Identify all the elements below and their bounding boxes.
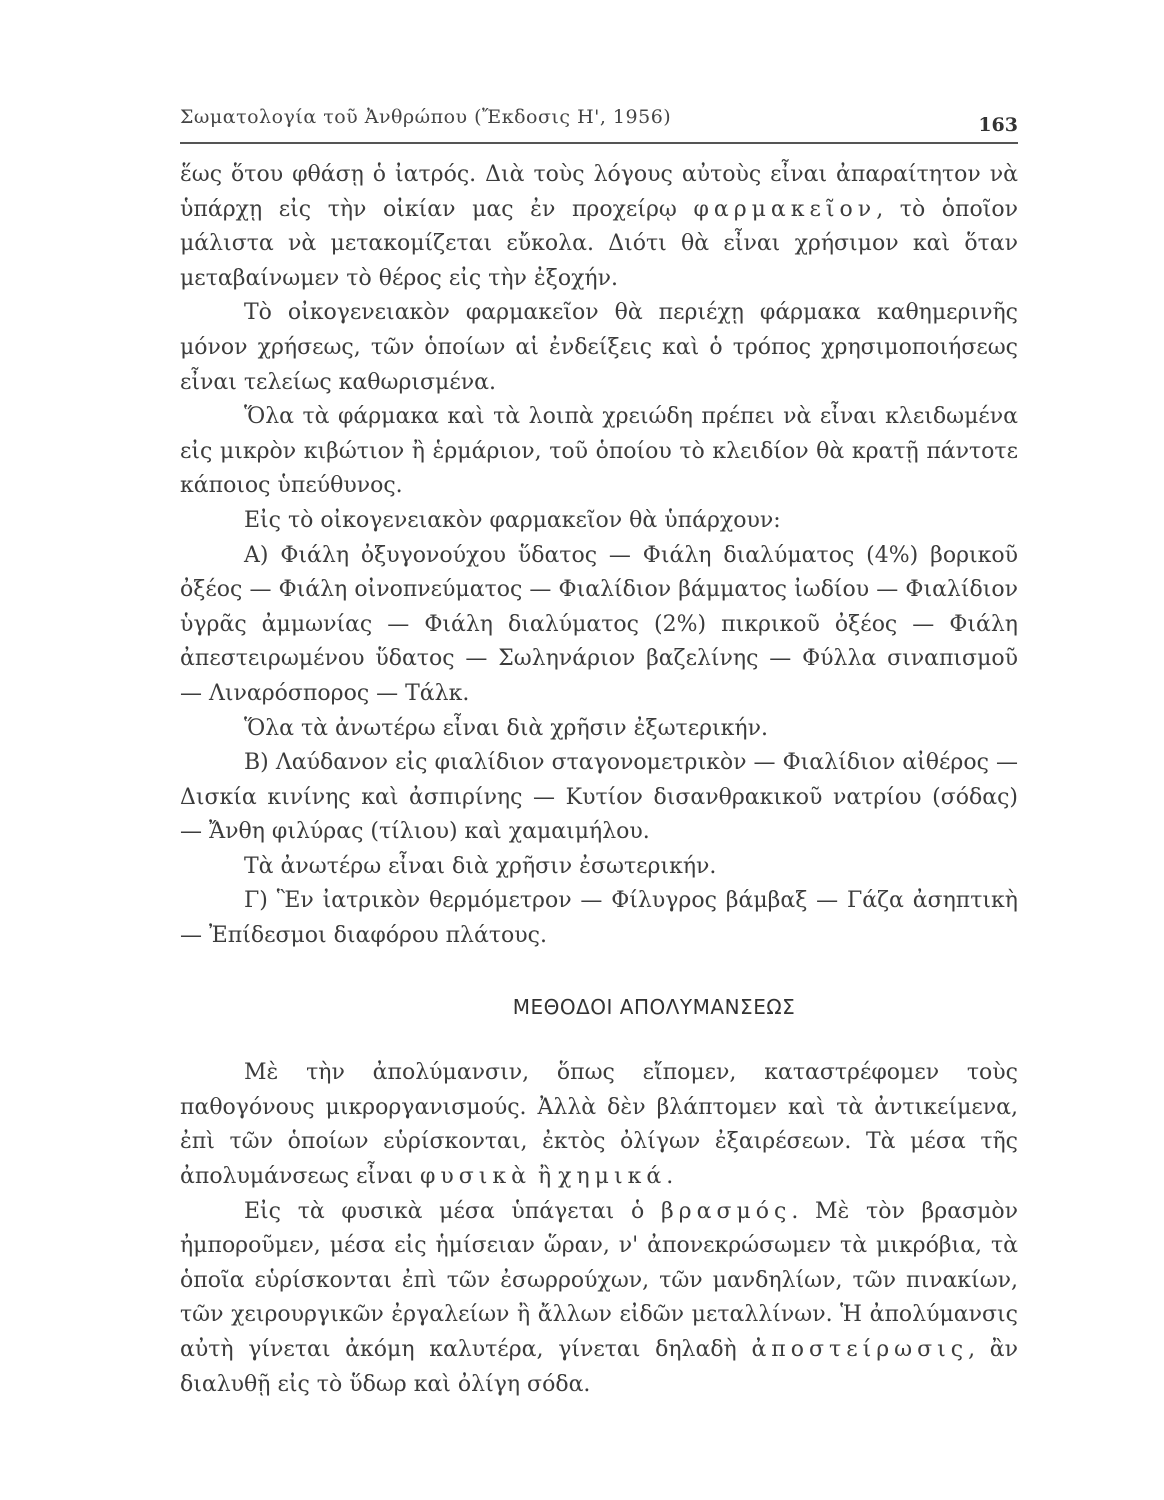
text-run: ἕως ὅτου φθάσῃ ὁ ἰατρός. Διὰ τοὺς λόγους αὐτοὺς εἶναι ἀπαραίτητον νὰ ὑπάρχῃ εἰς τὴν οἰκίαν μας ἐν προχείρῳ [180,162,1018,222]
spaced-emphasis: ἀποστείρωσις [751,1337,969,1362]
paragraph: Ὅλα τὰ φάρμακα καὶ τὰ λοιπὰ χρειώδη πρέπει νὰ εἶναι κλειδωμένα εἰς μικρὸν κιβώτιον ἢ ἑρμάριον, τοῦ ὁποίου τὸ κλειδίον θὰ κρατῇ πάντοτε κάποιος ὑπεύθυνος. [180,404,1018,499]
text-run: . Μὲ τὸν βρασμὸν ἠμποροῦμεν, μέσα εἰς ἡμίσειαν ὥραν, ν' ἀπονεκρώσωμεν τὰ μικρόβια, τὰ ὁποῖα εὑρίσκονται ἐπὶ τῶν ἐσωρρούχων, τῶν μανδηλίων, τῶν πινακίων, τῶν χειρουργικῶν ἐργαλείων ἢ ἄλλων εἰδῶν μεταλλίνων. Ἡ ἀπολύμανσις αὐτὴ γίνεται ἀκόμη καλυτέρα, γίνεται δηλαδὴ [180,1198,1018,1362]
list-group-c: Γ) Ἓν ἰατρικὸν θερμόμετρον — Φίλυγρος βάμβαξ — Γάζα ἀσηπτικὴ — Ἐπίδεσμοι διαφόρου πλάτους. [180,888,1018,949]
paragraph: Τὰ ἀνωτέρω εἶναι διὰ χρῆσιν ἐσωτερικήν. [244,853,717,879]
text-run: ἢ [530,1164,559,1190]
paragraph [180,158,1018,296]
text-run: . [666,1164,674,1190]
text-run: , ἂν διαλυθῇ εἰς τὸ ὕδωρ καὶ ὀλίγη σόδα. [180,1337,1019,1397]
text-run: , τὸ ὁποῖον μάλιστα νὰ μετακομίζεται εὔκολα. Διότι θὰ εἶναι χρήσιμον καὶ ὅταν μεταβαίνωμεν τὸ θέρος εἰς τὴν ἐξοχήν. [180,196,1018,291]
section-heading: ΜΕΘΟΔΟΙ ΑΠΟΛΥΜΑΝΣΕΩΣ [512,994,796,1019]
book-title: Σωματολογία τοῦ Ἀνθρώπου (Ἔκδοσις Η', 1956) [180,106,672,128]
list-group-a: Α) Φιάλη ὀξυγονούχου ὕδατος — Φιάλη διαλύματος (4%) βορικοῦ ὀξέος — Φιάλη οἰνοπνεύματος — Φιαλίδιον βάμματος ἰωδίου — Φιαλίδιον ὑγρᾶς ἀμμωνίας — Φιάλη διαλύματος (2%) πικρικοῦ ὀξέος — Φιάλη ἀπεστειρωμένου ὕδατος — Σωληνάριον βαζελίνης — Φύλλα σιναπισμοῦ — Λιναρόσπορος — Τάλκ. [180,542,1018,706]
list-group-b: Β) Λαύδανον εἰς φιαλίδιον σταγονομετρικὸν — Φιαλίδιον αἰθέρος — Δισκία κινίνης καὶ ἀσπιρίνης — Κυτίον δισανθρακικοῦ νατρίου (σόδας) — Ἄνθη φιλύρας (τίλιου) καὶ χαμαιμήλου. [180,750,1018,845]
text-run: Μὲ τὴν ἀπολύμανσιν, ὅπως εἴπομεν, καταστρέφομεν τοὺς παθογόνους μικροργανισμούς. Ἀλλὰ δὲν βλάπτομεν καὶ τὰ ἀντικείμενα, ἐπὶ τῶν ὁποίων εὑρίσκονται, ἐκτὸς ὀλίγων ἐξαιρέσεων. Τὰ μέσα τῆς ἀπολυμάνσεως εἶναι [180,1060,1018,1190]
paragraph: Ὅλα τὰ ἀνωτέρω εἶναι διὰ χρῆσιν ἐξωτερικήν. [244,715,768,741]
paragraph [180,1056,1018,1194]
running-header [180,100,1018,144]
paragraph: Τὸ οἰκογενειακὸν φαρμακεῖον θὰ περιέχῃ φάρμακα καθημερινῆς μόνον χρήσεως, τῶν ὁποίων αἱ ἐνδείξεις καὶ ὁ τρόπος χρησιμοποιήσεως εἶναι τελείως καθωρισμένα. [180,300,1018,395]
text-run: Εἰς τὰ φυσικὰ μέσα ὑπάγεται ὁ [244,1198,661,1224]
spaced-emphasis: χημικά [558,1164,667,1190]
paragraph: Εἰς τὸ οἰκογενειακὸν φαρμακεῖον θὰ ὑπάρχουν: [244,507,781,533]
spaced-emphasis: φυσικὰ [419,1164,531,1190]
spaced-emphasis: βρασμός [660,1198,792,1224]
page-number: 163 [978,114,1018,136]
spaced-emphasis: φαρμακεῖον [693,196,877,222]
paragraph [180,1195,1018,1403]
page-body [180,158,1018,1402]
